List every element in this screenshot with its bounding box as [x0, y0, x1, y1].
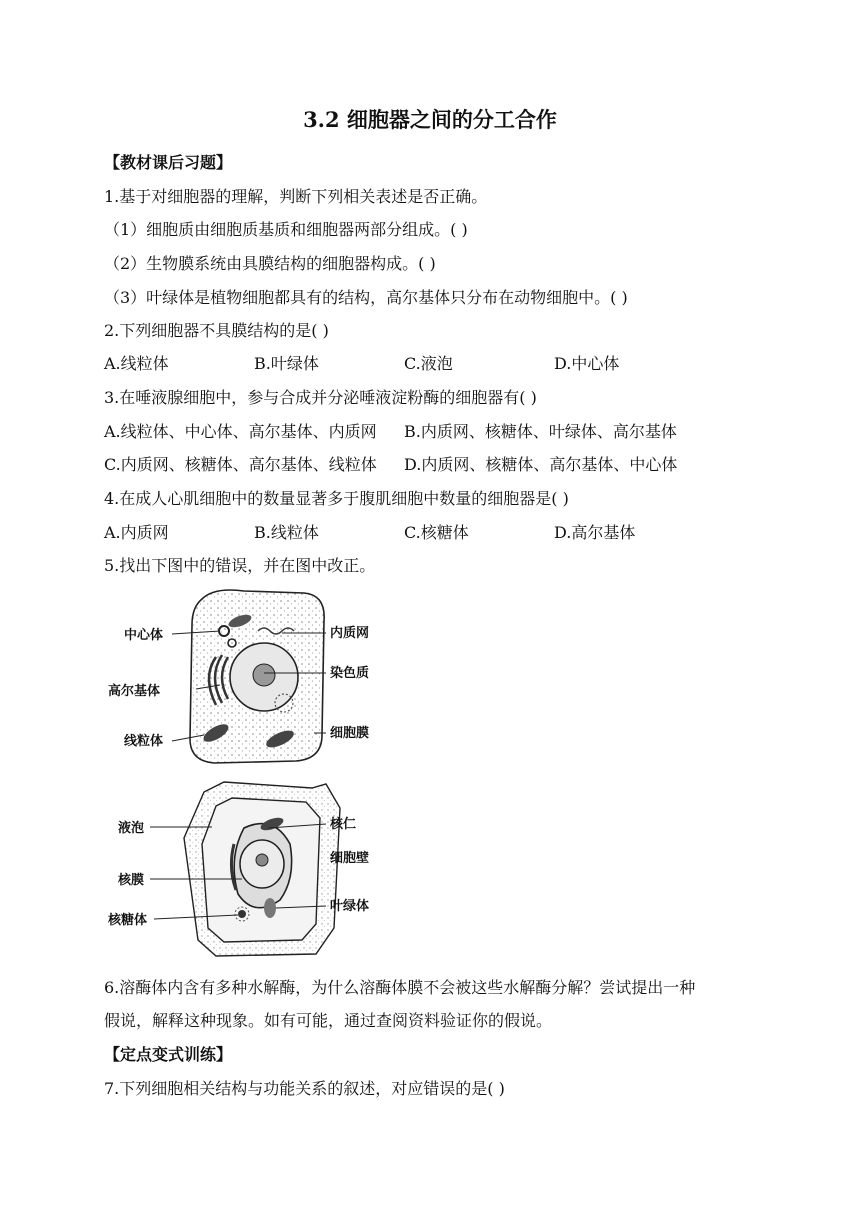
ribosome-shape — [238, 910, 246, 918]
section-heading-practice: 【定点变式训练】 — [104, 1045, 233, 1064]
label-golgi: 高尔基体 — [108, 684, 161, 699]
label-er: 内质网 — [330, 626, 370, 641]
question-6-line-1: 6.溶酶体内含有多种水解酶，为什么溶酶体膜不会被这些水解酶分解？尝试提出一种 — [104, 978, 696, 997]
question-2-stem: 2.下列细胞器不具膜结构的是( ) — [104, 321, 329, 340]
label-vacuole: 液泡 — [118, 821, 145, 836]
page-title: 3.2 细胞器之间的分工合作 — [303, 107, 557, 132]
label-ribosome: 核糖体 — [108, 913, 148, 928]
label-centrosome: 中心体 — [124, 628, 164, 643]
label-cell-membrane: 细胞膜 — [330, 726, 370, 741]
chloroplast-shape — [264, 898, 276, 918]
nucleolus-shape — [253, 664, 275, 686]
question-3-option-d: D.内质网、核糖体、高尔基体、中心体 — [404, 455, 678, 474]
question-3-stem: 3.在唾液腺细胞中，参与合成并分泌唾液淀粉酶的细胞器有( ) — [104, 388, 537, 407]
question-4-stem: 4.在成人心肌细胞中的数量显著多于腹肌细胞中数量的细胞器是( ) — [104, 489, 569, 508]
question-4-option-a: A.内质网 — [104, 523, 169, 542]
question-2-option-a: A.线粒体 — [104, 354, 169, 373]
label-cell-wall: 细胞壁 — [330, 851, 370, 866]
question-2-option-c: C.液泡 — [404, 354, 453, 373]
question-1-stem: 1.基于对细胞器的理解，判断下列相关表述是否正确。 — [104, 187, 488, 206]
section-heading-textbook: 【教材课后习题】 — [104, 153, 233, 172]
label-nuclear-envelope: 核膜 — [118, 873, 145, 888]
nucleolus-shape — [256, 854, 268, 866]
plant-cell-figure — [104, 778, 394, 960]
question-4-option-c: C.核糖体 — [404, 523, 469, 542]
question-3-option-c: C.内质网、核糖体、高尔基体、线粒体 — [104, 455, 377, 474]
animal-cell-figure — [104, 585, 394, 770]
question-6-line-2: 假说，解释这种现象。如有可能，通过查阅资料验证你的假说。 — [104, 1011, 553, 1030]
question-3-option-a: A.线粒体、中心体、高尔基体、内质网 — [104, 422, 377, 441]
question-4-option-d: D.高尔基体 — [554, 523, 636, 542]
label-nucleolus: 核仁 — [330, 817, 357, 832]
question-2-option-b: B.叶绿体 — [254, 354, 319, 373]
question-1-item-2: （2）生物膜系统由具膜结构的细胞器构成。( ) — [104, 254, 436, 273]
question-4-option-b: B.线粒体 — [254, 523, 319, 542]
question-5-stem: 5.找出下图中的错误，并在图中改正。 — [104, 556, 376, 575]
question-2-option-d: D.中心体 — [554, 354, 620, 373]
label-mitochondrion: 线粒体 — [124, 734, 164, 749]
question-1-item-1: （1）细胞质由细胞质基质和细胞器两部分组成。( ) — [104, 220, 468, 239]
question-3-option-b: B.内质网、核糖体、叶绿体、高尔基体 — [404, 422, 677, 441]
label-chromatin: 染色质 — [330, 666, 370, 681]
question-7-stem: 7.下列细胞相关结构与功能关系的叙述，对应错误的是( ) — [104, 1079, 505, 1098]
question-1-item-3: （3）叶绿体是植物细胞都具有的结构，高尔基体只分布在动物细胞中。( ) — [104, 288, 628, 307]
label-chloroplast: 叶绿体 — [330, 899, 370, 914]
